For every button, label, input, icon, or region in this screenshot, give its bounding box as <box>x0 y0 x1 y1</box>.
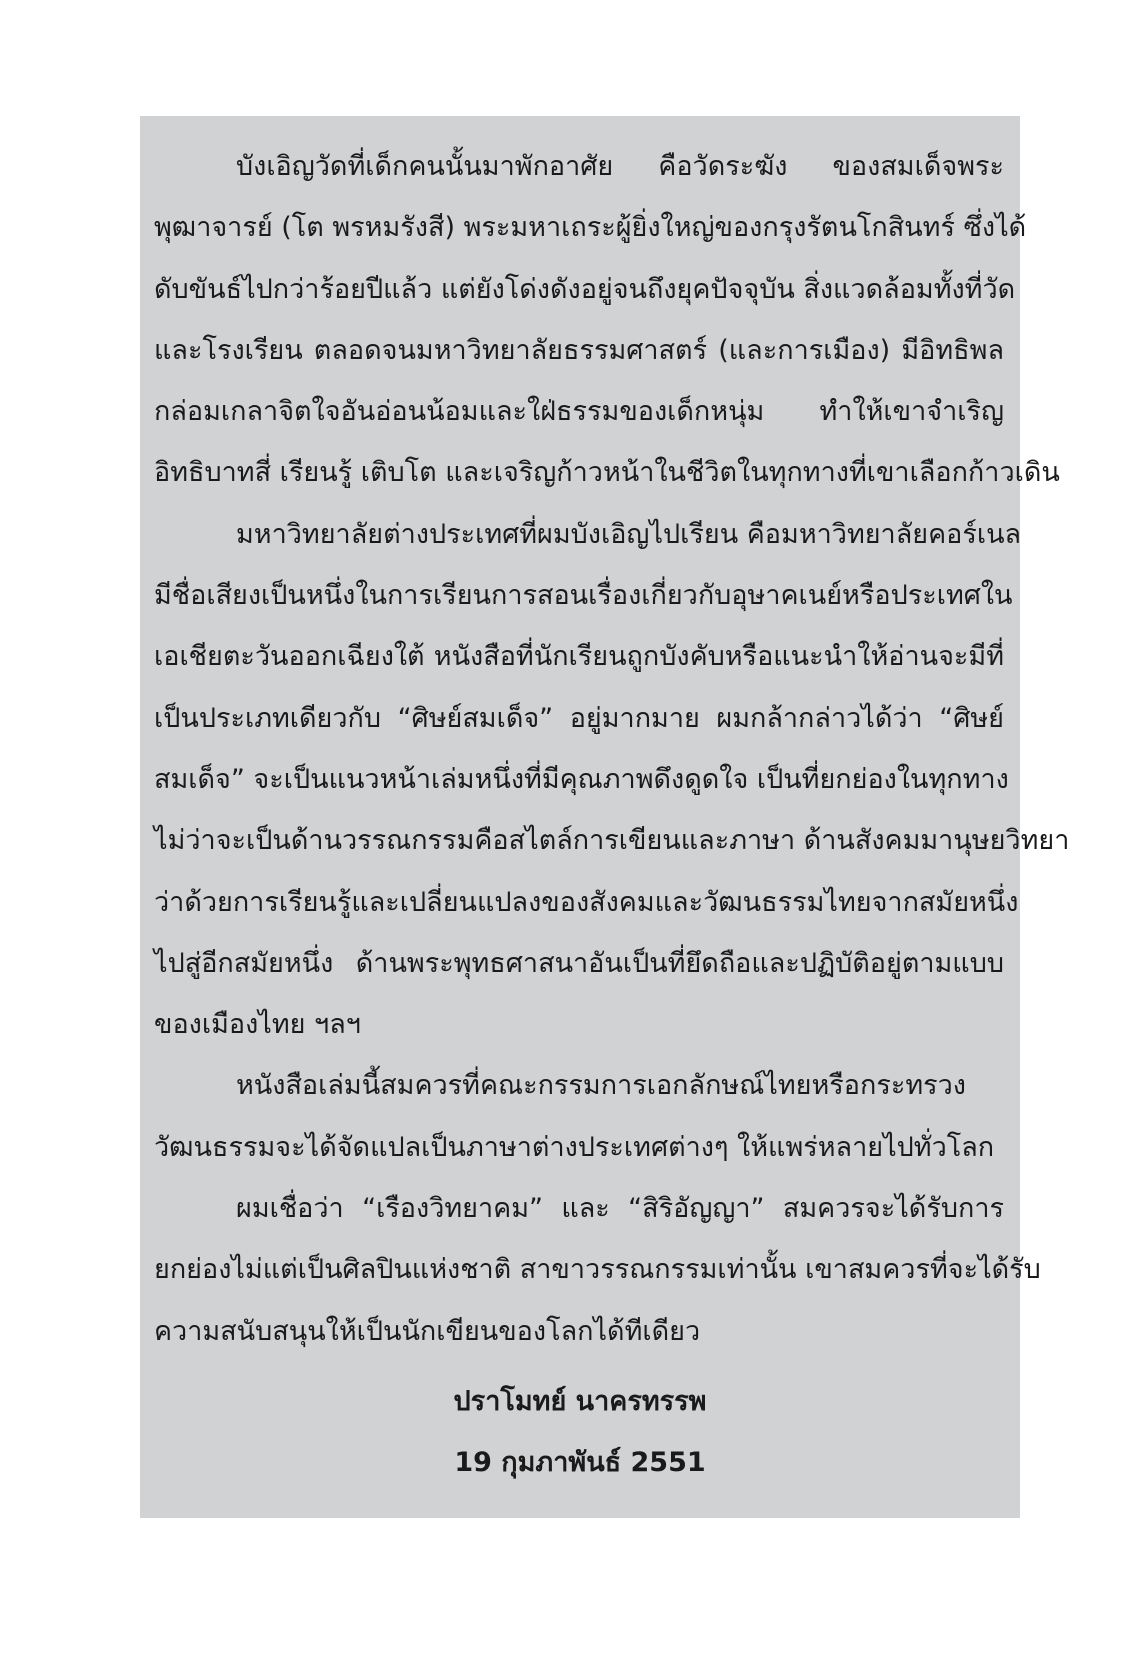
text-line: ไปสู่อีกสมัยหนึ่ง ด้านพระพุทธศาสนาอันเป็นที่ยึดถือและปฏิบัติอยู่ตามแบบ <box>154 947 1004 979</box>
text-line: สมเด็จ” จะเป็นแนวหน้าเล่มหนึ่งที่มีคุณภาพดึงดูดใจ เป็นที่ยกย่องในทุกทาง <box>154 763 1009 795</box>
paragraph-4 <box>154 1178 1041 1362</box>
text-line: ความสนับสนุนให้เป็นนักเขียนของโลกได้ทีเดียว <box>154 1315 701 1347</box>
signature-name: ปราโมทย์ นาครทรรพ <box>453 1386 707 1417</box>
text-line: วัฒนธรรมจะได้จัดแปลเป็นภาษาต่างประเทศต่างๆ ให้แพร่หลายไปทั่วโลก <box>154 1131 995 1163</box>
text-line: หนังสือเล่มนี้สมควรที่คณะกรรมการเอกลักษณ์ไทยหรือกระทรวง <box>236 1070 966 1102</box>
paragraph-2 <box>154 504 1070 1056</box>
text-line: และโรงเรียน ตลอดจนมหาวิทยาลัยธรรมศาสตร์ (และการเมือง) มีอิทธิพล <box>154 334 1004 366</box>
text-panel <box>140 116 1070 1518</box>
text-line: พุฒาจารย์ (โต พรหมรังสี) พระมหาเถระผู้ยิ่งใหญ่ของกรุงรัตนโกสินทร์ ซึ่งได้ <box>154 212 1027 244</box>
signature-date: 19 กุมภาพันธ์ 2551 <box>454 1447 706 1478</box>
paragraph-1 <box>154 136 1060 504</box>
text-line: เอเชียตะวันออกเฉียงใต้ หนังสือที่นักเรียนถูกบังคับหรือแนะนำให้อ่านจะมีที่ <box>154 641 1004 673</box>
text-line: ดับขันธ์ไปกว่าร้อยปีแล้ว แต่ยังโด่งดังอยู่จนถึงยุคปัจจุบัน สิ่งแวดล้อมทั้งที่วัด <box>154 273 1016 305</box>
text-line: เป็นประเภทเดียวกับ “ศิษย์สมเด็จ” อยู่มากมาย ผมกล้ากล่าวได้ว่า “ศิษย์ <box>154 702 1004 734</box>
paragraph-3 <box>154 1055 1004 1178</box>
text-line: ไม่ว่าจะเป็นด้านวรรณกรรมคือสไตล์การเขียนและภาษา ด้านสังคมมานุษยวิทยา <box>154 825 1070 857</box>
text-line: มหาวิทยาลัยต่างประเทศที่ผมบังเอิญไปเรียน คือมหาวิทยาลัยคอร์เนล <box>236 518 1022 550</box>
text-line: กล่อมเกลาจิตใจอันอ่อนน้อมและใฝ่ธรรมของเด็กหนุ่ม ทำให้เขาจำเริญ <box>154 396 1004 428</box>
text-line: ของเมืองไทย ฯลฯ <box>154 1009 361 1041</box>
text-line: ยกย่องไม่แต่เป็นศิลปินแห่งชาติ สาขาวรรณกรรมเท่านั้น เขาสมควรที่จะได้รับ <box>154 1254 1041 1286</box>
text-line: อิทธิบาทสี่ เรียนรู้ เติบโต และเจริญก้าวหน้าในชีวิตในทุกทางที่เขาเลือกก้าวเดิน <box>154 457 1060 489</box>
text-line: ผมเชื่อว่า “เรืองวิทยาคม” และ “สิริอัญญา” สมควรจะได้รับการ <box>236 1193 1004 1225</box>
text-line: บังเอิญวัดที่เด็กคนนั้นมาพักอาศัย คือวัดระฆัง ของสมเด็จพระ <box>236 151 1004 182</box>
text-line: ว่าด้วยการเรียนรู้และเปลี่ยนแปลงของสังคมและวัฒนธรรมไทยจากสมัยหนึ่ง <box>154 886 1019 918</box>
text-line: มีชื่อเสียงเป็นหนึ่งในการเรียนการสอนเรื่องเกี่ยวกับอุษาคเนย์หรือประเทศใน <box>154 580 1013 612</box>
